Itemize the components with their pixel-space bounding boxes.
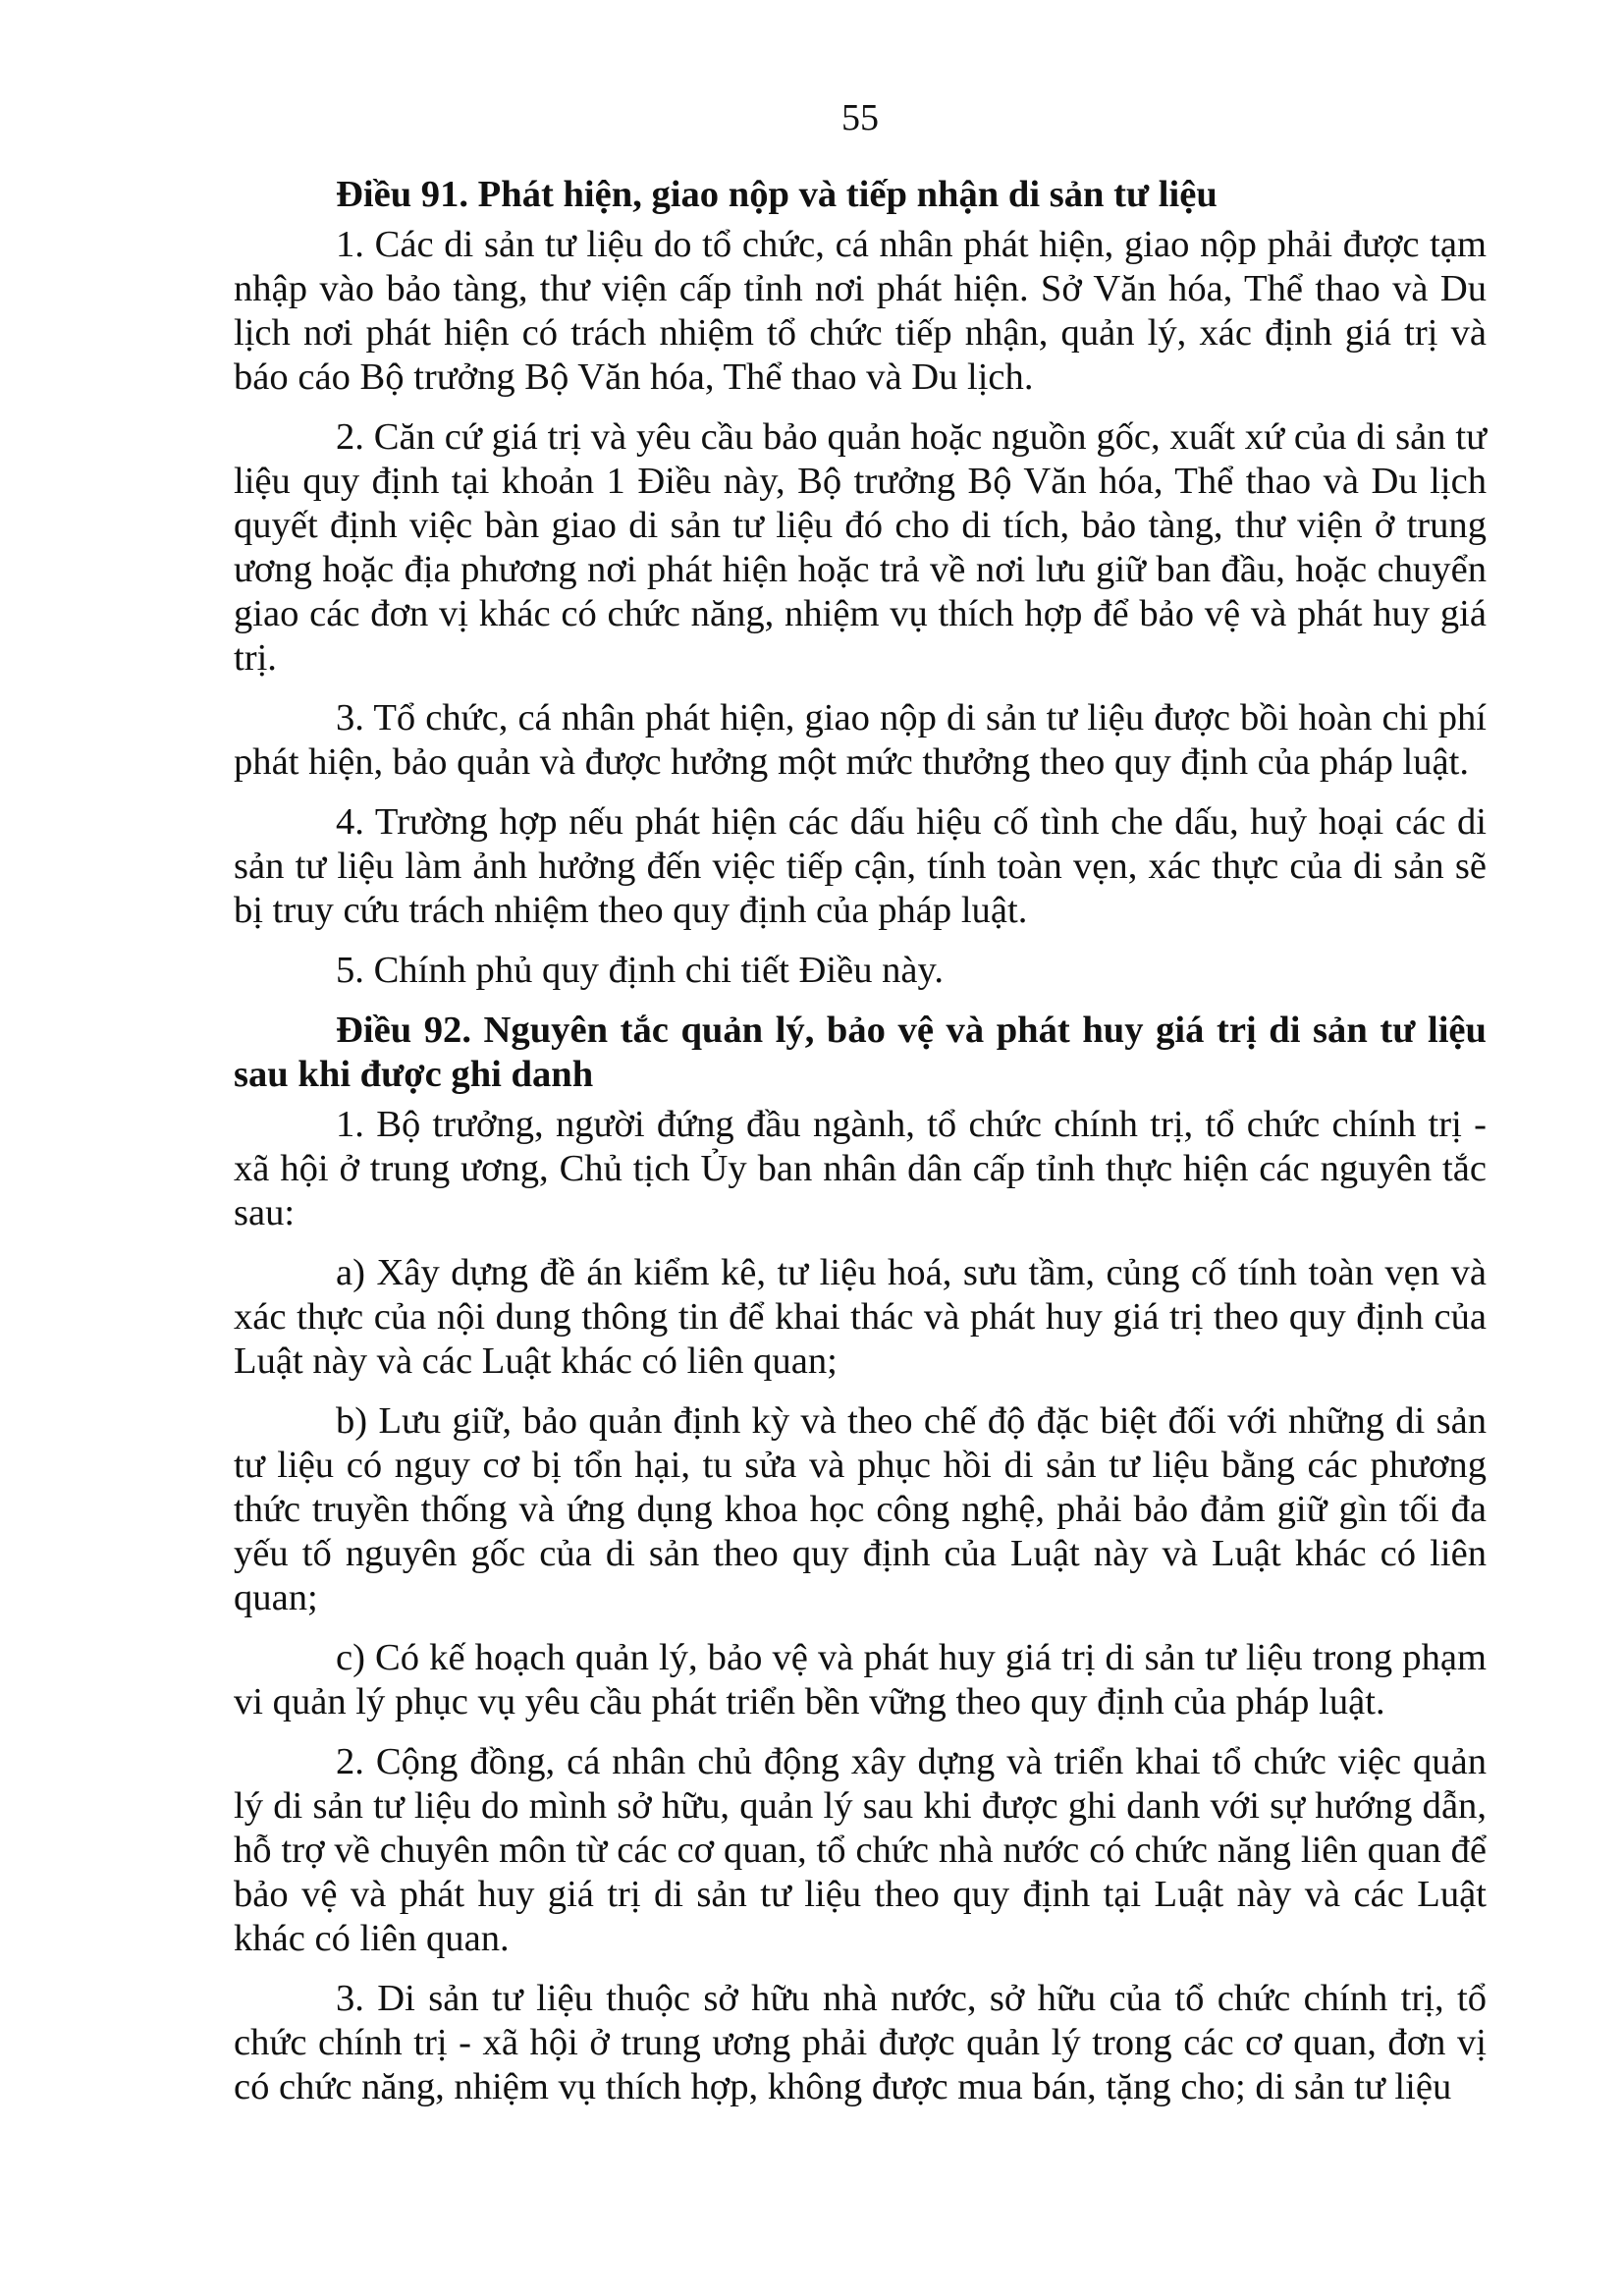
paragraph: 5. Chính phủ quy định chi tiết Điều này. [336,950,944,991]
paragraph: 4. Trường hợp nếu phát hiện các dấu hiệu cố tình che dấu, huỷ hoại các di sản tư liệu làm ảnh hưởng đến việc tiếp cận, tính toàn vẹn, xác thực của di sản sẽ bị truy cứu trách nhiệm theo quy định của pháp luật. [234,801,1487,931]
paragraph: 2. Căn cứ giá trị và yêu cầu bảo quản hoặc nguồn gốc, xuất xứ của di sản tư liệu quy định tại khoản 1 Điều này, Bộ trưởng Bộ Văn hóa, Thể thao và Du lịch quyết định việc bàn giao di sản tư liệu đó cho di tích, bảo tàng, thư viện ở trung ương hoặc địa phương nơi phát hiện hoặc trả về nơi lưu giữ ban đầu, hoặc chuyển giao các đơn vị khác có chức năng, nhiệm vụ thích hợp để bảo vệ và phát huy giá trị. [234,416,1487,679]
paragraph: 2. Cộng đồng, cá nhân chủ động xây dựng và triển khai tổ chức việc quản lý di sản tư liệu do mình sở hữu, quản lý sau khi được ghi danh với sự hướng dẫn, hỗ trợ về chuyên môn từ các cơ quan, tổ chức nhà nước có chức năng liên quan để bảo vệ và phát huy giá trị di sản tư liệu theo quy định tại Luật này và các Luật khác có liên quan. [234,1741,1487,1959]
paragraph: 1. Các di sản tư liệu do tổ chức, cá nhân phát hiện, giao nộp phải được tạm nhập vào bảo tàng, thư viện cấp tỉnh nơi phát hiện. Sở Văn hóa, Thể thao và Du lịch nơi phát hiện có trách nhiệm tổ chức tiếp nhận, quản lý, xác định giá trị và báo cáo Bộ trưởng Bộ Văn hóa, Thể thao và Du lịch. [234,224,1487,398]
article-heading: Điều 91. Phát hiện, giao nộp và tiếp nhận di sản tư liệu [336,174,1218,215]
paragraph: b) Lưu giữ, bảo quản định kỳ và theo chế độ đặc biệt đối với những di sản tư liệu có nguy cơ bị tổn hại, tu sửa và phục hồi di sản tư liệu bằng các phương thức truyền thống và ứng dụng khoa học công nghệ, phải bảo đảm giữ gìn tối đa yếu tố nguyên gốc của di sản theo quy định của Luật này và Luật khác có liên quan; [234,1400,1487,1618]
page-number: 55 [841,97,879,138]
article-92 [234,1009,1487,2109]
paragraph: 3. Tổ chức, cá nhân phát hiện, giao nộp di sản tư liệu được bồi hoàn chi phí phát hiện, bảo quản và được hưởng một mức thưởng theo quy định của pháp luật. [234,697,1487,783]
article-91 [234,173,1487,993]
paragraph: 3. Di sản tư liệu thuộc sở hữu nhà nước, sở hữu của tổ chức chính trị, tổ chức chính trị - xã hội ở trung ương phải được quản lý trong các cơ quan, đơn vị có chức năng, nhiệm vụ thích hợp, không được mua bán, tặng cho; di sản tư liệu [234,1978,1487,2107]
paragraph: c) Có kế hoạch quản lý, bảo vệ và phát huy giá trị di sản tư liệu trong phạm vi quản lý phục vụ yêu cầu phát triển bền vững theo quy định của pháp luật. [234,1637,1487,1722]
paragraph: a) Xây dựng đề án kiểm kê, tư liệu hoá, sưu tầm, củng cố tính toàn vẹn và xác thực của nội dung thông tin để khai thác và phát huy giá trị theo quy định của Luật này và các Luật khác có liên quan; [234,1252,1487,1382]
article-heading: Điều 92. Nguyên tắc quản lý, bảo vệ và phát huy giá trị di sản tư liệu sau khi được ghi danh [234,1010,1487,1095]
paragraph: 1. Bộ trưởng, người đứng đầu ngành, tổ chức chính trị, tổ chức chính trị - xã hội ở trung ương, Chủ tịch Ủy ban nhân dân cấp tỉnh thực hiện các nguyên tắc sau: [234,1104,1487,1233]
